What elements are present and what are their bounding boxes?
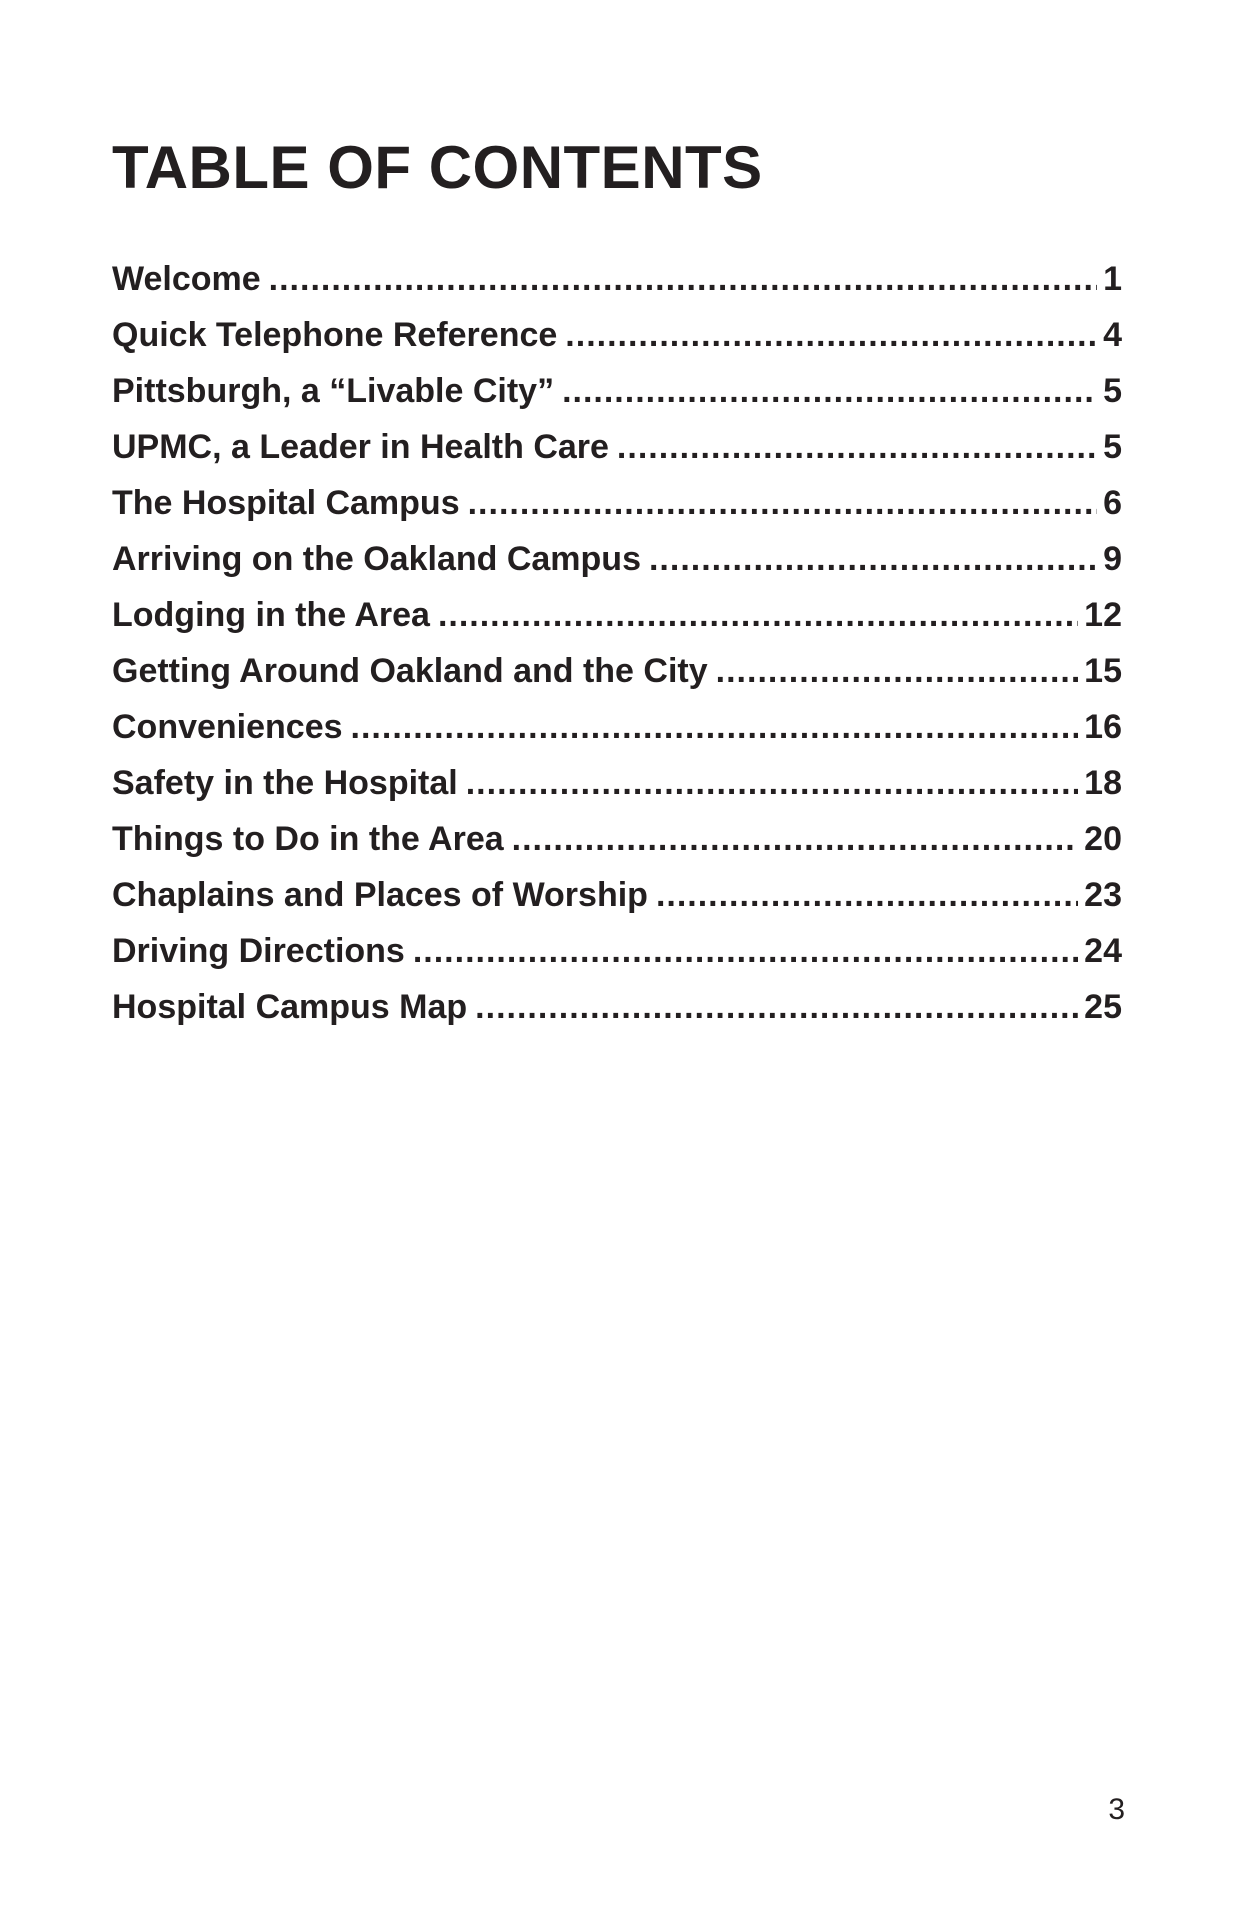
toc-entry-safety (112, 755, 1122, 811)
toc-entry-pittsburgh-livable-city (112, 363, 1122, 419)
toc-entry-quick-telephone-reference (112, 307, 1122, 363)
toc-entry-label: Driving Directions (112, 932, 405, 970)
dot-leader (475, 979, 1078, 1035)
toc-entry-upmc-leader (112, 419, 1122, 475)
toc-entry-conveniences (112, 699, 1122, 755)
toc-entry-label: Getting Around Oakland and the City (112, 652, 708, 690)
dot-leader (351, 699, 1079, 755)
dot-leader (466, 755, 1078, 811)
toc-entry-label: Welcome (112, 260, 261, 298)
page-title: TABLE OF CONTENTS (112, 134, 763, 201)
toc-entry-things-to-do (112, 811, 1122, 867)
toc-entry-driving-directions (112, 923, 1122, 979)
dot-leader (269, 251, 1097, 307)
toc-entry-campus-map (112, 979, 1122, 1035)
toc-entry-label: Hospital Campus Map (112, 988, 468, 1026)
toc-entry-welcome (112, 251, 1122, 307)
toc-entry-page: 6 (1103, 484, 1122, 522)
toc-entry-arriving-oakland-campus (112, 531, 1122, 587)
toc-entry-label: Safety in the Hospital (112, 764, 458, 802)
toc-entry-page: 12 (1084, 596, 1122, 634)
toc-entry-label: Chaplains and Places of Worship (112, 876, 648, 914)
toc-entry-page: 25 (1084, 988, 1122, 1026)
toc-entry-page: 4 (1103, 316, 1122, 354)
toc-entry-label: Things to Do in the Area (112, 820, 504, 858)
dot-leader (413, 923, 1078, 979)
dot-leader (512, 811, 1079, 867)
toc-entry-hospital-campus (112, 475, 1122, 531)
toc-entry-page: 20 (1084, 820, 1122, 858)
toc-entry-page: 23 (1084, 876, 1122, 914)
toc-entry-page: 1 (1103, 260, 1122, 298)
toc-entry-page: 18 (1084, 764, 1122, 802)
toc-entry-page: 5 (1103, 428, 1122, 466)
toc-entry-page: 16 (1084, 708, 1122, 746)
toc-entry-label: The Hospital Campus (112, 484, 460, 522)
dot-leader (438, 587, 1078, 643)
toc-entry-label: UPMC, a Leader in Health Care (112, 428, 609, 466)
toc-entry-lodging (112, 587, 1122, 643)
toc-entry-chaplains-worship (112, 867, 1122, 923)
toc-entry-page: 24 (1084, 932, 1122, 970)
dot-leader (562, 363, 1097, 419)
toc-entry-label: Lodging in the Area (112, 596, 430, 634)
dot-leader (649, 531, 1097, 587)
dot-leader (468, 475, 1097, 531)
toc-entry-page: 15 (1084, 652, 1122, 690)
toc-entry-page: 5 (1103, 372, 1122, 410)
toc-entry-label: Conveniences (112, 708, 343, 746)
toc-entry-getting-around (112, 643, 1122, 699)
dot-leader (617, 419, 1097, 475)
toc-entry-label: Arriving on the Oakland Campus (112, 540, 641, 578)
toc-entry-page: 9 (1103, 540, 1122, 578)
toc-entry-label: Pittsburgh, a “Livable City” (112, 372, 555, 410)
dot-leader (656, 867, 1078, 923)
dot-leader (716, 643, 1079, 699)
dot-leader (565, 307, 1097, 363)
table-of-contents (112, 251, 1122, 1035)
page-number: 3 (1108, 1793, 1125, 1826)
toc-entry-label: Quick Telephone Reference (112, 316, 558, 354)
